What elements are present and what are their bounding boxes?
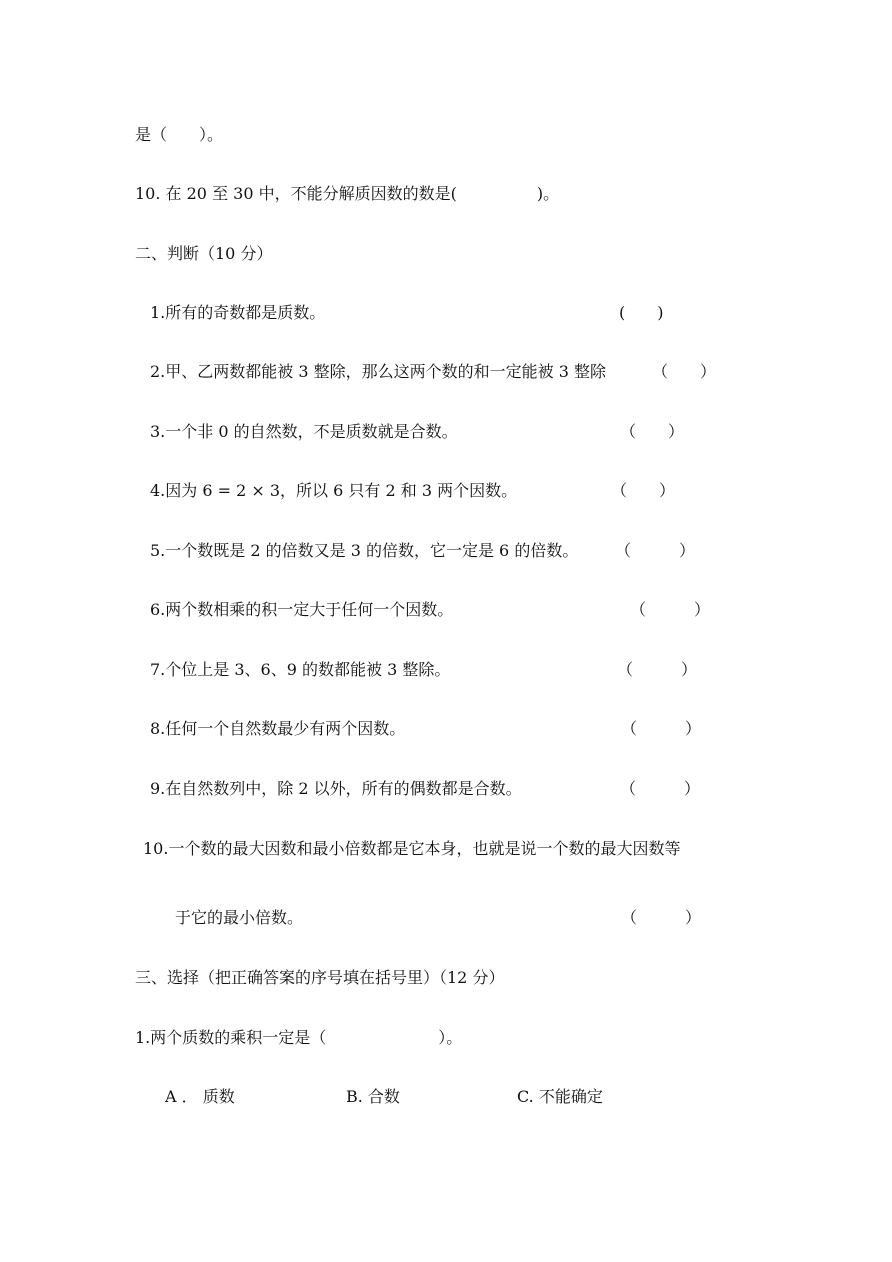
answer-bracket-3: （ ）: [620, 422, 685, 441]
judge-item-3: 3.一个非 0 的自然数，不是质数就是合数。: [150, 422, 458, 441]
judge-item-10-continued: 于它的最小倍数。: [175, 908, 304, 927]
judge-item-1: 1.所有的奇数都是质数。: [150, 303, 326, 322]
choice-option-c: C. 不能确定: [517, 1087, 603, 1106]
judge-item-10: 10.一个数的最大因数和最小倍数都是它本身，也就是说一个数的最大因数等: [143, 839, 681, 858]
answer-bracket-10: （ ）: [621, 908, 702, 927]
section-heading-choice: 三、选择（把正确答案的序号填在括号里）（12 分）: [135, 968, 505, 987]
judge-item-5: 5.一个数既是 2 的倍数又是 3 的倍数，它一定是 6 的倍数。: [150, 541, 579, 560]
section-heading-judge: 二、判断（10 分）: [135, 244, 273, 263]
choice-question-1: 1.两个质数的乘积一定是（ ）。: [135, 1028, 463, 1047]
judge-item-7: 7.个位上是 3、6、9 的数都能被 3 整除。: [150, 660, 451, 679]
judge-item-2: 2.甲、乙两数都能被 3 整除，那么这两个数的和一定能被 3 整除: [150, 362, 606, 381]
prev-question-tail: 是（ ）。: [135, 125, 224, 144]
judge-item-9: 9.在自然数列中，除 2 以外，所有的偶数都是合数。: [150, 779, 522, 798]
answer-bracket-2: （ ）: [652, 362, 717, 381]
answer-bracket-6: （ ）: [630, 600, 711, 619]
choice-option-a: A ． 质数: [165, 1087, 235, 1106]
choice-option-b: B. 合数: [346, 1087, 400, 1106]
answer-bracket-1: ( ): [619, 303, 664, 322]
judge-item-6: 6.两个数相乘的积一定大于任何一个因数。: [150, 600, 454, 619]
fill-question-10: 10. 在 20 至 30 中，不能分解质因数的数是( )。: [135, 184, 560, 203]
judge-item-8: 8.任何一个自然数最少有两个因数。: [150, 719, 406, 738]
judge-item-4: 4.因为 6 = 2 × 3，所以 6 只有 2 和 3 两个因数。: [150, 481, 518, 500]
answer-bracket-5: （ ）: [615, 541, 696, 560]
answer-bracket-4: （ ）: [611, 481, 676, 500]
answer-bracket-7: （ ）: [617, 660, 698, 679]
answer-bracket-9: （ ）: [620, 779, 701, 798]
answer-bracket-8: （ ）: [621, 719, 702, 738]
